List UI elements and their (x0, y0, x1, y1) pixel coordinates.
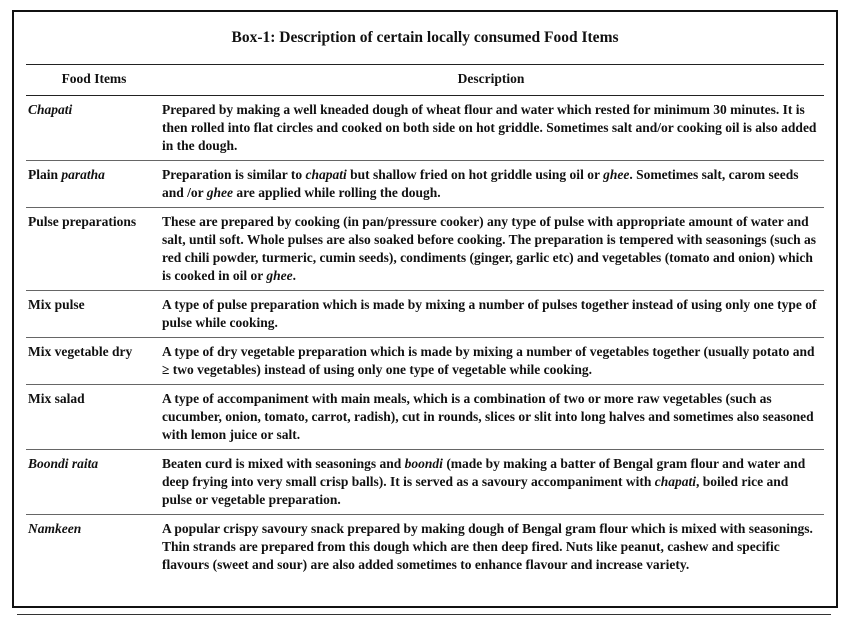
row-2-item-segment: Pulse preparations (28, 214, 137, 229)
row-2-desc-segment: . (292, 268, 297, 283)
table-row (26, 385, 824, 450)
row-6-desc-segment: Beaten curd is mixed with seasonings and (162, 456, 405, 471)
food-item-description (158, 96, 824, 161)
food-item-description (158, 385, 824, 450)
food-item-name (26, 291, 158, 338)
table-row (26, 208, 824, 291)
row-1-desc-segment: . Sometimes salt, carom seeds and /or (162, 167, 799, 200)
food-item-description (158, 450, 824, 515)
row-1-desc-segment: but shallow fried on hot griddle using oil or (346, 167, 604, 182)
row-7-item-segment: Namkeen (28, 521, 82, 536)
table-row (26, 291, 824, 338)
table-row (26, 96, 824, 161)
row-5-desc-segment: A type of accompaniment with main meals, which is a combination of two or more raw vegetables (such as cucumber, onion, tomato, carrot, radish), cut in rounds, slices or slit into long halves and sometimes also seasoned with lemon juice or salt. (162, 391, 814, 442)
food-item-name (26, 208, 158, 291)
row-6-desc-segment: (made by making a batter of Bengal gram flour and water and deep frying into very small crisp balls). It is served as a savoury accompaniment with (162, 456, 806, 489)
row-7-desc-segment: A popular crispy savoury snack prepared by making dough of Bengal gram flour which is mixed with seasonings. Thin strands are prepared from this dough which are then deep fired. Nuts like peanut, cashew and specific flavours (sweet and sour) are also added sometimes to enhance flavour and increase variety. (162, 521, 813, 572)
row-4-desc-segment: A type of dry vegetable preparation which is made by mixing a number of vegetables together (usually potato and ≥ two vegetables) instead of using only one type of vegetable while cooking. (162, 344, 815, 377)
table-row (26, 338, 824, 385)
row-1-item-segment: paratha (61, 167, 105, 182)
row-1-desc-segment: are applied while rolling the dough. (233, 185, 441, 200)
table-row (26, 515, 824, 580)
header-food-items: Food Items (26, 65, 158, 96)
row-0-desc-segment: Prepared by making a well kneaded dough of wheat flour and water which rested for minimum 30 minutes. It is then rolled into flat circles and cooked on both side on hot griddle. Sometimes salt and/or cooking oil is also added in the dough. (162, 102, 817, 153)
box-frame (12, 10, 838, 608)
table-header-row (26, 65, 824, 96)
row-0-item-segment: Chapati (28, 102, 73, 117)
row-4-item-segment: Mix vegetable dry (28, 344, 133, 359)
row-1-desc-segment: ghee (206, 185, 234, 200)
row-5-item-segment: Mix salad (28, 391, 85, 406)
food-item-name (26, 338, 158, 385)
food-item-name (26, 450, 158, 515)
table-row (26, 450, 824, 515)
row-1-desc-segment: chapati (305, 167, 347, 182)
food-item-description (158, 338, 824, 385)
food-item-name (26, 96, 158, 161)
row-1-item-segment: Plain (28, 167, 62, 182)
food-item-name (26, 515, 158, 580)
food-item-description (158, 161, 824, 208)
row-1-desc-segment: Preparation is similar to (162, 167, 306, 182)
row-6-desc-segment: chapati (654, 474, 696, 489)
row-3-item-segment: Mix pulse (28, 297, 85, 312)
header-description: Description (158, 65, 824, 96)
table-row (26, 161, 824, 208)
food-item-name (26, 161, 158, 208)
food-items-table (26, 64, 824, 579)
box-title: Box-1: Description of certain locally consumed Food Items (231, 29, 619, 46)
row-6-item-segment: Boondi raita (28, 456, 99, 471)
row-2-desc-segment: ghee (266, 268, 293, 283)
row-3-desc-segment: A type of pulse preparation which is made by mixing a number of pulses together instead of using only one type of pulse while cooking. (162, 297, 817, 330)
food-item-description (158, 515, 824, 580)
bottom-rule (17, 614, 831, 615)
row-1-desc-segment: ghee (603, 167, 630, 182)
food-item-description (158, 208, 824, 291)
row-2-desc-segment: These are prepared by cooking (in pan/pressure cooker) any type of pulse with appropriate amount of water and salt, until soft. Whole pulses are also soaked before cooking. The preparation is tempered with seasonings (such as red chili powder, turmeric, cumin seeds), condiments (ginger, garlic etc) and vegetables (tomato and onion) which is cooked in oil or (162, 214, 817, 283)
row-6-desc-segment: , boiled rice and pulse or vegetable preparation. (162, 474, 789, 507)
food-item-description (158, 291, 824, 338)
food-item-name (26, 385, 158, 450)
row-6-desc-segment: boondi (404, 456, 443, 471)
